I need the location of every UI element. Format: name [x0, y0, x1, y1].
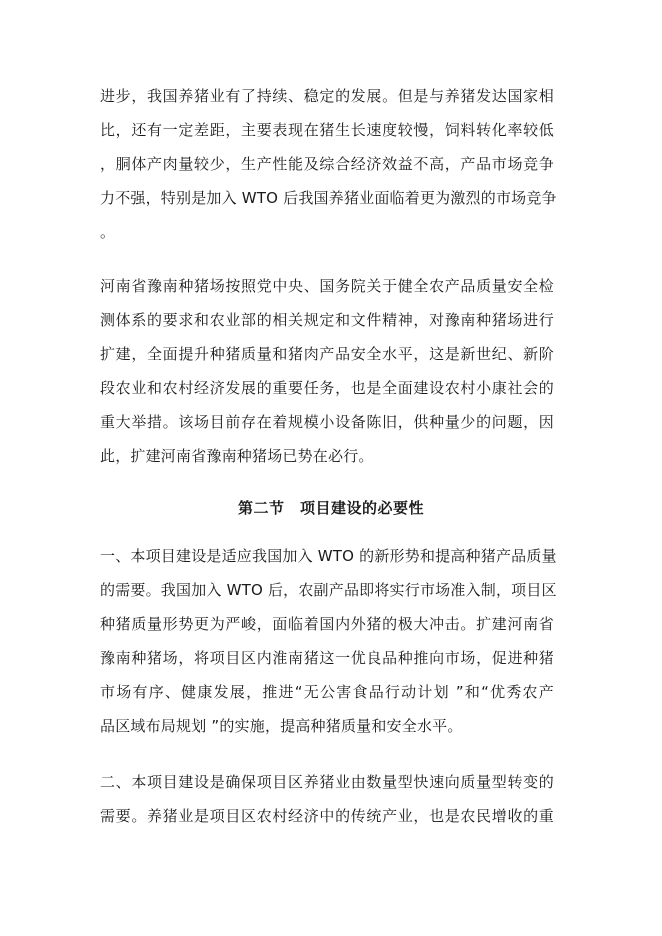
text-line: 段农业和农村经济发展的重要任务，也是全面建设农村小康社会的: [100, 379, 554, 397]
text-line: 一、本项目建设是适应我国加入 WTO 的新形势和提高种猪产品质量: [100, 547, 557, 565]
text-line: 进步，我国养猪业有了持续、稳定的发展。但是与养猪发达国家相: [100, 87, 554, 105]
text-line: 品区域布局规划 ”的实施，提高种猪质量和安全水平。: [100, 717, 463, 735]
text-line: 需要。养猪业是项目区农村经济中的传统产业，也是农民增收的重: [100, 807, 554, 825]
text-line: 。: [100, 223, 116, 241]
text-line: 豫南种猪场，将项目区内淮南猪这一优良品种推向市场，促进种猪: [100, 649, 554, 667]
text-line: 河南省豫南种猪场按照党中央、国务院关于健全农产品质量安全检: [100, 277, 554, 295]
text-line: 比，还有一定差距，主要表现在猪生长速度较慢，饲料转化率较低: [100, 121, 554, 139]
text-line: 市场有序、健康发展，推进“无公害食品行动计划 ”和“优秀农产: [100, 683, 554, 701]
text-line: 扩建，全面提升种猪质量和猪肉产品安全水平，这是新世纪、新阶: [100, 345, 554, 363]
text-line: ，胴体产肉量较少，生产性能及综合经济效益不高，产品市场竞争: [100, 155, 554, 173]
text-line: 种猪质量形势更为严峻，面临着国内外猪的极大冲击。扩建河南省: [100, 615, 554, 633]
text-line: 重大举措。该场目前存在着规模小设备陈旧，供种量少的问题，因: [100, 413, 554, 431]
section-heading: 第二节 项目建设的必要性: [237, 499, 424, 517]
text-line: 力不强，特别是加入 WTO 后我国养猪业面临着更为激烈的市场竞争: [100, 189, 557, 207]
text-line: 的需要。我国加入 WTO 后，农副产品即将实行市场准入制，项目区: [100, 581, 557, 599]
text-line: 此，扩建河南省豫南种猪场已势在必行。: [100, 447, 374, 465]
text-line: 测体系的要求和农业部的相关规定和文件精神，对豫南种猪场进行: [100, 311, 554, 329]
text-line: 二、本项目建设是确保项目区养猪业由数量型快速向质量型转变的: [100, 773, 554, 791]
